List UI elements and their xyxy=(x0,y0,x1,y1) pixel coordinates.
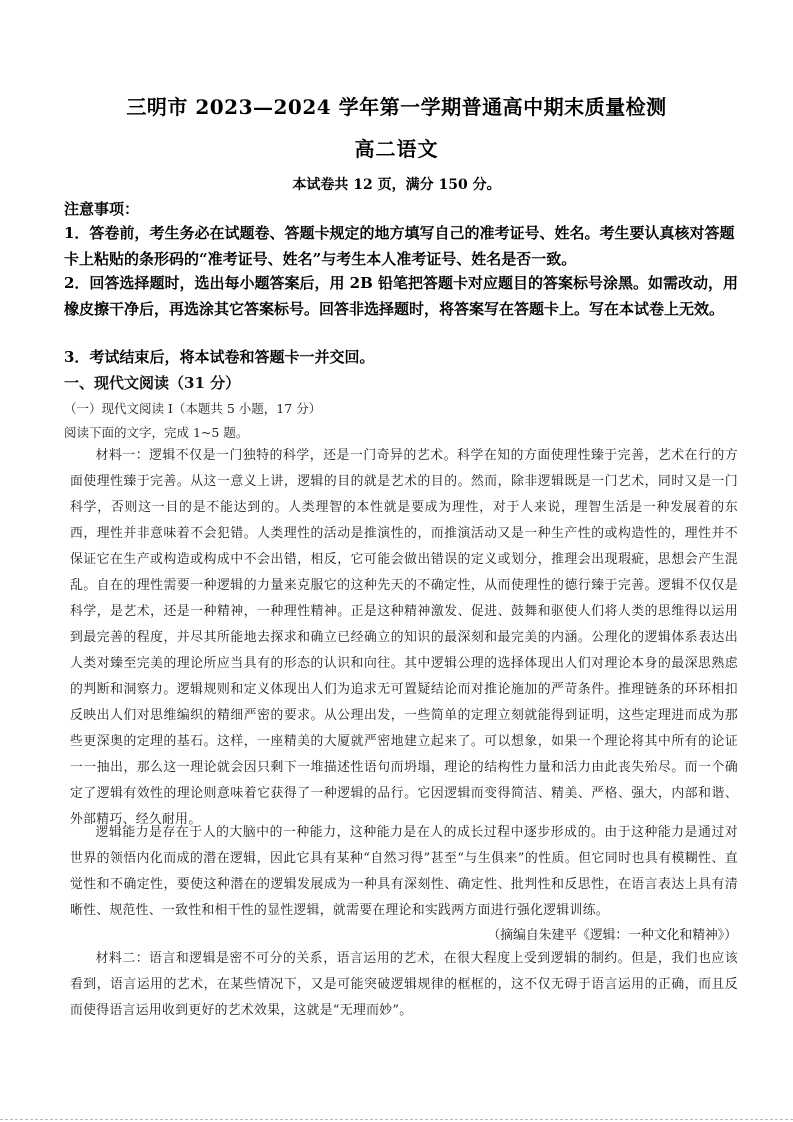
paper-info: 本试卷共 12 页，满分 150 分。 xyxy=(292,177,501,193)
material-1-text: 材料一：逻辑不仅是一门独特的科学，还是一门奇异的艺术。科学在知的方面使理性臻于完善，艺术在行的方面使理性臻于完善。从这一意义上讲，逻辑的目的就是艺术的目的。然而，除非逻辑既是一门艺术，同时又是一门科学，否则这一目的是不能达到的。人类理智的本性就是要成为理性，对于人来说，理智生活是一种发展着的东西，理性并非意味着不会犯错。人类理性的活动是推演性的，而推演活动又是一种生产性的或构造性的，理性并不保证它在生产或构造或构成中不会出错，相反，它可能会做出错误的定义或划分，推理会出现瑕疵，思想会产生混乱。自在的理性需要一种逻辑的力量来克服它的这种先天的不确定性，从而使理性的德行臻于完善。逻辑不仅仅是科学，是艺术，还是一种精神，一种理性精神。正是这种精神激发、促进、鼓舞和驱使人们将人类的思维得以运用到最完善的程度，并尽其所能地去探求和确立已经确立的知识的最深刻和最完美的内涵。公理化的逻辑体系表达出人类对臻至完美的理论所应当具有的形态的认识和向往。其中逻辑公理的选择体现出人们对理论本身的最深思熟虑的判断和洞察力。逻辑规则和定义体现出人们为追求无可置疑结论而对推论施加的严苛条件。推理链条的环环相扣反映出人们对思维编织的精细严密的要求。从公理出发，一些简单的定理立刻就能得到证明，这些定理进而成为那些更深奥的定理的基石。这样，一座精美的大厦就严密地建立起来了。可以想象，如果一个理论将其中所有的论证一一抽出，那么这一理论就会因只剩下一堆描述性语句而坍塌，理论的结构性力量和活力由此丧失殆尽。而一个确定了逻辑有效性的理论则意味着它获得了一种逻辑的品行。它因逻辑而变得简洁、精美、严格、强大，内部和谐、外部精巧、经久耐用。 xyxy=(70,448,738,827)
notice-header: 注意事项： xyxy=(64,200,140,218)
reading-instruction: 阅读下面的文字，完成 1~5 题。 xyxy=(64,425,249,440)
subsection-heading: （一）现代文阅读 I（本题共 5 小题，17 分） xyxy=(64,401,322,416)
source-citation: （摘编自朱建平《逻辑：一种文化和精神》） xyxy=(487,928,737,943)
subject-title: 高二语文 xyxy=(354,137,439,161)
paragraph-2-passage xyxy=(70,820,738,924)
exam-title: 三明市 2023—2024 学年第一学期普通高中期末质量检测 xyxy=(126,95,667,119)
paragraph-2-text: 逻辑能力是存在于人的大脑中的一种能力，这种能力是在人的成长过程中逐步形成的。由于这种能力是通过对世界的领悟内化而成的潜在逻辑，因此它具有某种“自然习得”甚至“与生俱来”的性质。但它同时也具有模糊性、直觉性和不确定性，要使这种潜在的逻辑发展成为一种具有深刻性、确定性、批判性和反思性，在语言表达上具有清晰性、规范性、一致性和相干性的显性逻辑，就需要在理论和实践两方面进行强化逻辑训练。 xyxy=(70,825,738,918)
notice-item-3: 3．考试结束后，将本试卷和答题卡一并交回。 xyxy=(64,348,375,366)
material-1-passage xyxy=(70,443,738,833)
material-2-text: 材料二：语言和逻辑是密不可分的关系，语言运用的艺术，在很大程度上受到逻辑的制约。但是，我们也应该看到，语言运用的艺术，在某些情况下，又是可能突破逻辑规律的框框的，这不仅无碍于语言运用的正确，而且反而使得语言运用收到更好的艺术效果，这就是“无理而妙”。 xyxy=(70,951,738,1018)
notice-item-1: 1．答卷前，考生务必在试题卷、答题卡规定的地方填写自己的准考证号、姓名。考生要认真核对答题卡上粘贴的条形码的“准考证号、姓名”与考生本人准考证号、姓名是否一致。 xyxy=(64,224,735,268)
notice-item-2: 2．回答选择题时，选出每小题答案后，用 2B 铅笔把答题卡对应题目的答案标号涂黑。如需改动，用橡皮擦干净后，再选涂其它答案标号。回答非选择题时，将答案写在答题卡上。写在本试卷上无效。 xyxy=(64,274,739,318)
section-heading: 一、现代文阅读（31 分） xyxy=(64,374,241,392)
material-2-passage xyxy=(70,946,738,1024)
page-bottom-divider xyxy=(0,1119,793,1120)
